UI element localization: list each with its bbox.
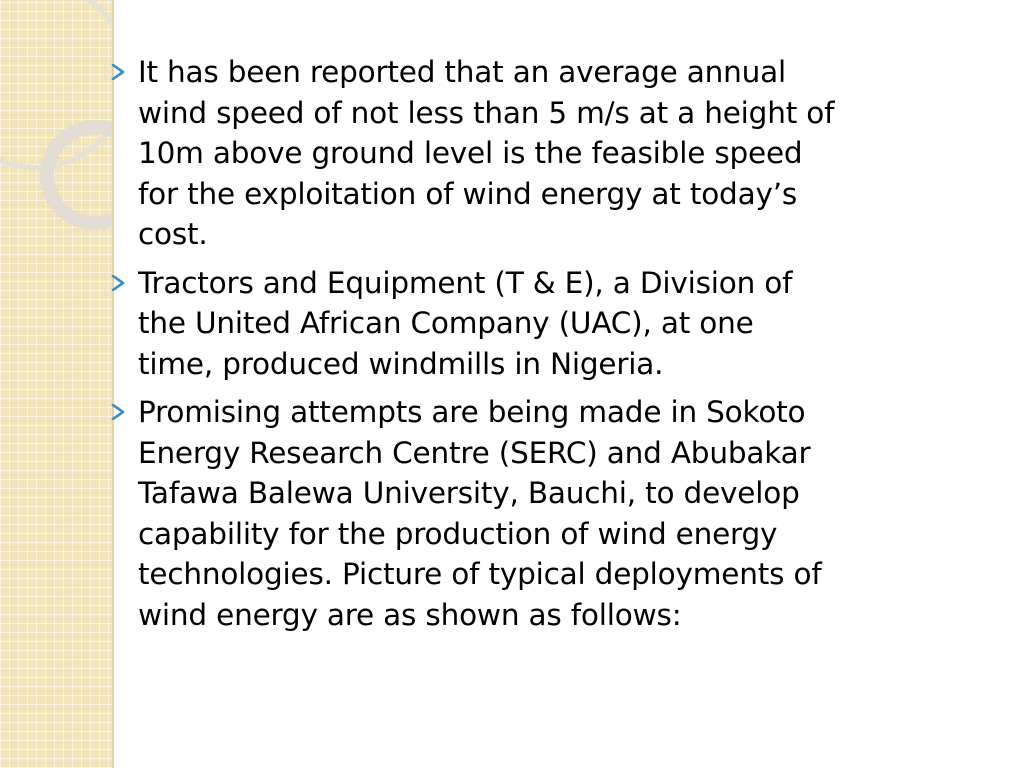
bullet-text-line: wind energy are as shown as follows: [138, 597, 682, 632]
bullet-text-line: 10m above ground level is the feasible speed [138, 136, 803, 170]
bullet-item [108, 52, 988, 255]
bullet-text-line: Promising attempts are being made in Sokoto [138, 395, 806, 429]
bullet-text-line: technologies. Picture of typical deployments of [138, 557, 822, 591]
bullet-text-line: Tractors and Equipment (T & E), a Division of [138, 265, 793, 300]
bullet-list [108, 52, 988, 635]
arrow-chevron-icon [110, 404, 126, 420]
bullet-text-line: the United African Company (UAC), at one [138, 306, 754, 340]
bullet-text-line: wind speed of not less than 5 m/s at a height of [138, 95, 835, 130]
bullet-text-line: for the exploitation of wind energy at today’s [138, 176, 798, 211]
bullet-text-line: Energy Research Centre (SERC) and Abubakar [138, 435, 811, 470]
slide-body [108, 52, 988, 643]
bullet-text-line: It has been reported that an average annual [138, 55, 787, 89]
decorative-side-panel [0, 0, 112, 768]
arrow-chevron-icon [110, 275, 126, 291]
bullet-text-line: cost. [138, 217, 208, 251]
bullet-text-line: capability for the production of wind energy [138, 516, 778, 551]
bullet-item [108, 392, 988, 635]
bullet-text-line: Tafawa Balewa University, Bauchi, to develop [138, 476, 800, 510]
arrow-chevron-icon [110, 64, 126, 80]
bullet-item [108, 263, 988, 385]
bullet-text-line: time, produced windmills in Nigeria. [138, 346, 664, 381]
